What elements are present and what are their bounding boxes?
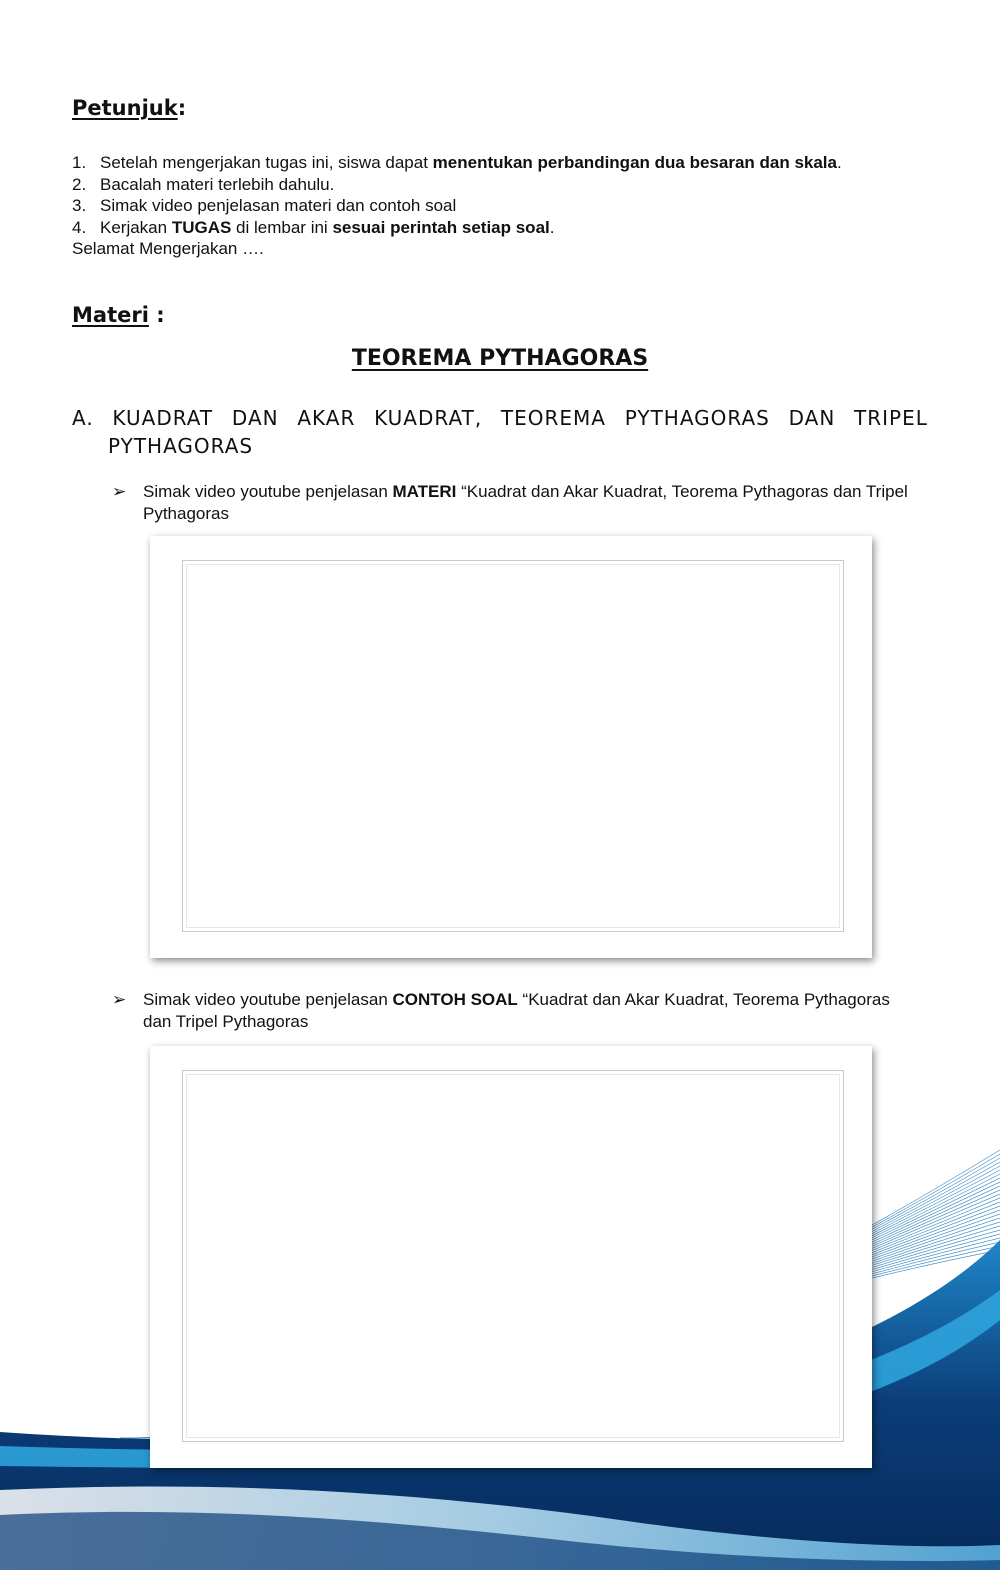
materi-heading-colon: :	[148, 303, 165, 327]
section-heading-word: DAN	[231, 406, 279, 430]
instruction-item	[72, 174, 952, 196]
materi-heading-text: Materi	[72, 303, 149, 327]
instruction-text: Kerjakan	[100, 217, 172, 237]
bullet-text	[112, 481, 912, 524]
video-embed-materi[interactable]	[182, 560, 844, 932]
section-heading-word: TEOREMA	[500, 406, 606, 430]
bullet-text-part: “Kuadrat dan Akar Kuadrat, Teorema Pythagoras dan Tripel Pythagoras	[143, 482, 908, 523]
instruction-text: Simak video penjelasan materi dan contoh soal	[100, 196, 457, 215]
materi-heading	[72, 303, 165, 327]
instruction-number: 2.	[72, 174, 87, 194]
instruction-text: .	[837, 153, 842, 172]
instruction-number: 3.	[72, 196, 87, 215]
bullet-text-part: “Kuadrat dan Akar Kuadrat, Teorema Pythagoras dan Tripel Pythagoras	[143, 990, 890, 1031]
section-heading-word: KUADRAT,	[374, 406, 483, 430]
bullet-text-part: Simak video youtube penjelasan	[143, 990, 393, 1009]
section-heading-word: DAN	[788, 406, 836, 430]
instruction-bold-text: menentukan perbandingan dua besaran dan skala	[432, 153, 837, 172]
instruction-number: 1.	[72, 153, 87, 172]
section-heading	[72, 404, 928, 460]
section-heading-word: KUADRAT	[112, 406, 214, 430]
instruction-text: .	[549, 217, 555, 237]
bullet-bold-text: CONTOH SOAL	[392, 990, 518, 1009]
instruction-text: di lembar ini	[231, 217, 333, 237]
instruction-bold-text: TUGAS	[171, 217, 232, 237]
section-heading-word: A.	[72, 406, 94, 430]
section-heading-word: AKAR	[297, 406, 356, 430]
instruction-text: Bacalah materi terlebih dahulu.	[100, 174, 335, 194]
instruction-number: 4.	[72, 217, 87, 237]
instruction-item	[72, 217, 952, 239]
bullet-materi	[112, 481, 912, 524]
petunjuk-heading	[72, 96, 186, 120]
petunjuk-heading-text: Petunjuk	[72, 96, 178, 120]
page-title-text: TEOREMA PYTHAGORAS	[351, 346, 649, 371]
video-embed-contoh-soal[interactable]	[182, 1070, 844, 1442]
closing-text: Selamat Mengerjakan ….	[72, 239, 264, 258]
instruction-text: Setelah mengerjakan tugas ini, siswa dapat	[100, 153, 433, 172]
instruction-bold-text: sesuai perintah setiap soal	[332, 217, 550, 237]
instruction-item	[72, 152, 952, 174]
bullet-contoh-soal	[112, 989, 912, 1032]
section-heading-word: PYTHAGORAS	[624, 406, 770, 430]
section-heading-line1	[72, 404, 928, 432]
instruction-list	[72, 152, 952, 260]
arrow-bullet-icon: ➢	[112, 482, 127, 501]
arrow-bullet-icon: ➢	[112, 990, 127, 1009]
bullet-bold-text: MATERI	[392, 482, 457, 501]
section-heading-word: TRIPEL	[854, 406, 928, 430]
instruction-item	[72, 195, 952, 217]
video-frame-contoh-soal[interactable]	[150, 1046, 872, 1468]
petunjuk-heading-colon: :	[177, 96, 187, 120]
bullet-text-part: Simak video youtube penjelasan	[143, 482, 393, 501]
video-frame-materi[interactable]	[150, 536, 872, 958]
bullet-text	[112, 989, 912, 1032]
page-title	[0, 346, 1000, 371]
section-heading-line2: PYTHAGORAS	[108, 434, 254, 458]
